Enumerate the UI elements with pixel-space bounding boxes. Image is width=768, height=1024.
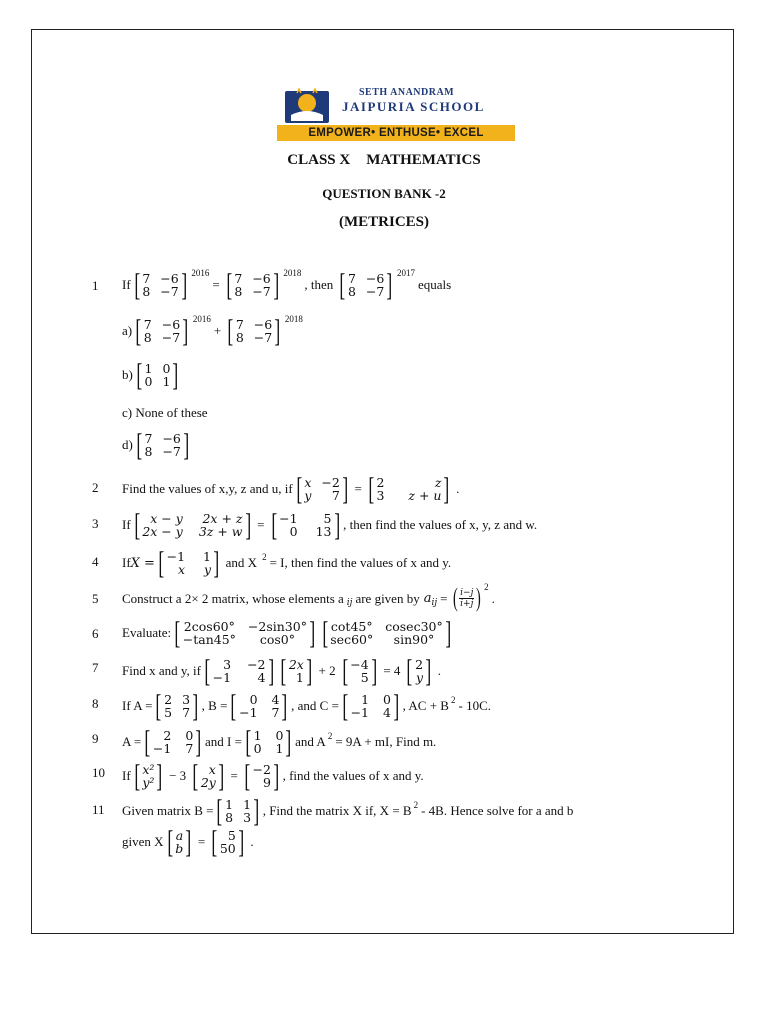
q8-expr2: - 10C.: [458, 698, 491, 714]
q5-text2: are given by: [355, 590, 420, 606]
denominator: i+j: [460, 599, 474, 609]
q1-option-b: [122, 356, 182, 393]
question-9: [122, 723, 439, 760]
exponent: 2: [450, 695, 456, 706]
question-6: [122, 614, 454, 651]
minus-three: − 3: [169, 768, 187, 784]
q11-text: Given matrix B =: [122, 803, 214, 819]
exponent: 2017: [397, 268, 416, 279]
exponent: 2: [327, 731, 333, 742]
matrix: [ 1 0 0 1 ]: [245, 723, 292, 760]
q3-if: If: [122, 517, 131, 533]
question-5: Construct a 2× 2 matrix, whose elements a ij are given by a ij = ( $\frac{i-j}{i+j}$ ) 2 .: [122, 581, 495, 613]
end-dot: .: [491, 590, 495, 606]
question-11-line2: [122, 823, 257, 860]
matrix: [ 2 3 5 7 ]: [155, 687, 199, 724]
matrix: [ 0 4 −1 7 ]: [230, 687, 288, 724]
school-logo: [277, 85, 515, 141]
q5-text: Construct a 2× 2 matrix, whose elements a: [122, 590, 344, 606]
q9-text: and A: [295, 734, 326, 750]
q1-equals: equals: [418, 277, 452, 293]
question-7: [122, 652, 444, 689]
q3-text: , then find the values of x, y, z and w.: [343, 517, 538, 533]
q9-a-label: A =: [122, 734, 142, 750]
matrix: [ −1 5 0 13 ]: [270, 506, 340, 543]
matrix: [ 7 −6 8 −7 ]: [134, 266, 187, 303]
matrix: [ cot45° cosec30° sec60° sin90° ]: [322, 614, 451, 651]
q2-text: Find the values of x,y, z and u, if: [122, 481, 293, 497]
matrix: [ 3 −2 −1 4 ]: [204, 652, 274, 689]
q8-a-label: If A =: [122, 698, 153, 714]
question-11: [122, 792, 576, 829]
question-number: 5: [92, 591, 99, 606]
q7-text: Find x and y, if: [122, 663, 201, 679]
question-number: 4: [92, 554, 99, 569]
matrix: [ 1 0 0 1 ]: [136, 356, 179, 393]
q1-if: If: [122, 277, 131, 293]
q4-lhs: X =: [130, 555, 155, 571]
question-number: 11: [92, 802, 105, 817]
subject-label: MATHEMATICS: [366, 152, 481, 168]
matrix: [ 2cos60° −2sin30° −tan45° cos0° ]: [174, 614, 316, 651]
matrix: [ 2 z 3 z + u ]: [368, 470, 450, 507]
vector: [ 5 50 ]: [211, 823, 245, 860]
end-dot: .: [456, 481, 460, 497]
matrix: [ 7 −6 8 −7 ]: [339, 266, 393, 303]
question-number: 8: [92, 696, 99, 711]
matrix: [ x −2 y 7 ]: [296, 470, 349, 507]
vector: [ 2 y ]: [406, 652, 432, 689]
subscript: ij: [346, 597, 353, 608]
question-number: 10: [92, 765, 105, 780]
matrix: [ 1 1 8 3 ]: [216, 792, 260, 829]
numerator: i−j: [460, 588, 474, 598]
title-class-subject: [0, 152, 768, 169]
equals: =: [230, 768, 238, 784]
vector: [ −4 5 ]: [341, 652, 377, 689]
vector: [ x 2y ]: [192, 757, 225, 794]
q4-text: = I, then find the values of x and y.: [269, 555, 452, 571]
q11-given: given X: [122, 834, 164, 850]
exponent: 2018: [283, 268, 302, 279]
end-dot: .: [437, 663, 441, 679]
q1-option-d: [122, 426, 193, 463]
exponent: 2016: [191, 268, 210, 279]
q9-i-label: and I =: [204, 734, 242, 750]
q4-if: If: [122, 555, 131, 571]
matrix: [ 2 0 −1 7 ]: [144, 723, 202, 760]
school-emblem-icon: [277, 85, 337, 125]
option-label: d): [122, 437, 133, 453]
q10-text: , find the values of x and y.: [282, 768, 424, 784]
q10-if: If: [122, 768, 131, 784]
matrix: [ 7 −6 8 −7 ]: [226, 266, 280, 303]
vector: [ a b ]: [166, 823, 192, 860]
exponent: 2: [484, 581, 489, 592]
a-ij: a: [423, 591, 432, 606]
q9-text2: = 9A + mI, Find m.: [335, 734, 437, 750]
question-number: 7: [92, 660, 99, 675]
end-dot: .: [250, 834, 254, 850]
q8-expr: , AC + B: [402, 698, 449, 714]
q11-text2: , Find the matrix X if, X = B: [262, 803, 412, 819]
school-motto: EMPOWER• ENTHUSE• EXCEL: [277, 125, 515, 141]
question-10: [122, 757, 424, 794]
question-number: 3: [92, 516, 99, 531]
exponent: 2016: [192, 314, 211, 325]
cell: 7: [142, 271, 151, 286]
exponent: 2018: [284, 314, 303, 325]
question-number: 1: [92, 278, 99, 293]
vector: [ 2x 1 ]: [280, 652, 313, 689]
question-4: [122, 544, 454, 581]
question-number: 6: [92, 626, 99, 641]
question-3: If [ x − y 2x + z 2x − y 3z + w ] = [ −1 5 0 13 ] , then find the values of x, y, z and w.: [122, 506, 538, 543]
subscript: ij: [431, 597, 438, 608]
cell: −7: [160, 284, 179, 300]
question-number: 2: [92, 480, 99, 495]
q1-then: , then: [304, 277, 334, 293]
question-bank-title: QUESTION BANK -2: [322, 186, 446, 201]
class-label: CLASS X: [287, 152, 351, 168]
matrix: [ 7 −6 8 −7 ]: [135, 312, 189, 349]
q1-option-a: a) [ 7 −6 8 −7 ] 2016 + [ 7 −6 8 −7 ] 2018: [122, 312, 303, 349]
option-label: b): [122, 367, 133, 383]
matrix: [ 7 −6 8 −7 ]: [136, 426, 190, 463]
vector: [ −2 9 ]: [244, 757, 280, 794]
matrix: [ 7 −6 8 −7 ]: [227, 312, 281, 349]
vector: [ x² y² ]: [134, 757, 163, 794]
matrix: [ −1 1 x y ]: [158, 544, 220, 581]
fraction: [459, 588, 474, 609]
q8-b-label: , B =: [201, 698, 228, 714]
question-8: [122, 687, 494, 724]
cell: 8: [142, 284, 151, 300]
matrix: [ x − y 2x + z 2x − y 3z + w ]: [134, 506, 251, 543]
question-number: 9: [92, 731, 99, 746]
plus-two: + 2: [318, 663, 336, 679]
matrix: [ 1 0 −1 4 ]: [342, 687, 400, 724]
cell: −6: [160, 271, 179, 286]
equals-four: = 4: [383, 663, 401, 679]
option-label: a): [122, 323, 133, 339]
q1-option-c: c) None of these: [122, 405, 208, 420]
exponent: 2: [262, 552, 267, 563]
school-name-line2: JAIPURIA SCHOOL: [342, 99, 485, 114]
school-name-line1: SETH ANANDRAM: [359, 87, 455, 98]
exponent: 2: [413, 800, 419, 811]
question-2: Find the values of x,y, z and u, if [ x −2 y 7 ] = [ 2 z 3 z + u ] .: [122, 470, 460, 507]
q8-c-label: , and C =: [291, 698, 339, 714]
q4-mid: and X: [225, 555, 258, 571]
question-1: If [ 7 −6 8 −7 ] 2016 = [ 7 −6 8 −7 ] 2018 , then [ 7 −6 8 −7 ] 2017 equals: [122, 266, 452, 303]
q11-text3: - 4B. Hence solve for a and b: [421, 803, 574, 819]
topic-title: (METRICES): [338, 214, 429, 230]
equals: =: [197, 834, 206, 850]
q6-text: Evaluate:: [122, 625, 172, 641]
